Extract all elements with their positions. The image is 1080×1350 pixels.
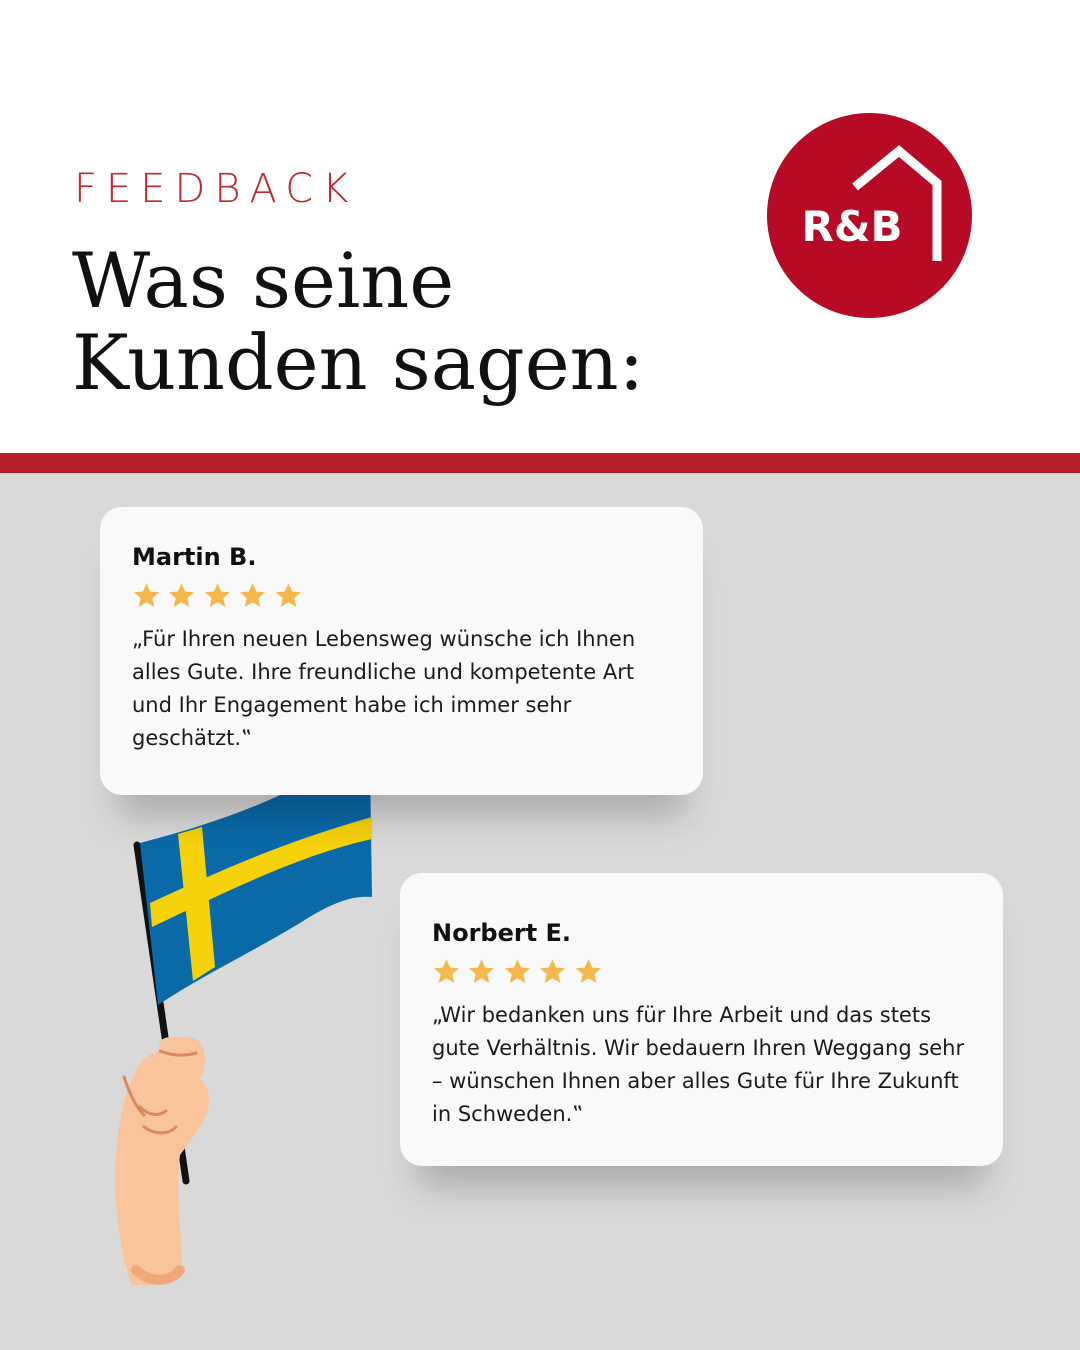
star-rating — [432, 957, 971, 991]
star-rating — [132, 581, 671, 615]
page-title-line-1: Was seine — [72, 236, 455, 325]
logo-text: R&B — [801, 202, 903, 251]
reviewer-name: Norbert E. — [432, 919, 572, 947]
eyebrow-label: FEEDBACK — [74, 166, 358, 212]
star-icon — [467, 957, 496, 986]
swedish-flag-in-hand-icon — [100, 755, 390, 1285]
review-text: „Für Ihren neuen Lebensweg wünsche ich Ihnen alles Gute. Ihre freundliche und kompetente Art und Ihr Engagement habe ich immer sehr geschätzt.‟ — [132, 627, 636, 750]
section-divider — [0, 453, 1080, 473]
brand-logo — [767, 113, 972, 318]
house-roof-icon — [767, 113, 972, 318]
star-icon — [432, 957, 461, 986]
reviewer-name: Martin B. — [132, 543, 257, 571]
star-icon — [503, 957, 532, 986]
star-icon — [538, 957, 567, 986]
star-icon — [274, 581, 303, 610]
page-title — [72, 236, 712, 407]
review-card — [400, 873, 1003, 1166]
review-text: „Wir bedanken uns für Ihre Arbeit und das stets gute Verhältnis. Wir bedauern Ihren Weggang sehr – wünschen Ihnen aber alles Gute für Ihre Zukunft in Schweden.‟ — [432, 1003, 965, 1126]
star-icon — [238, 581, 267, 610]
star-icon — [203, 581, 232, 610]
star-icon — [167, 581, 196, 610]
review-card — [100, 507, 703, 795]
page-title-line-2: Kunden sagen: — [72, 318, 645, 407]
header-section — [0, 0, 1080, 453]
star-icon — [132, 581, 161, 610]
star-icon — [574, 957, 603, 986]
